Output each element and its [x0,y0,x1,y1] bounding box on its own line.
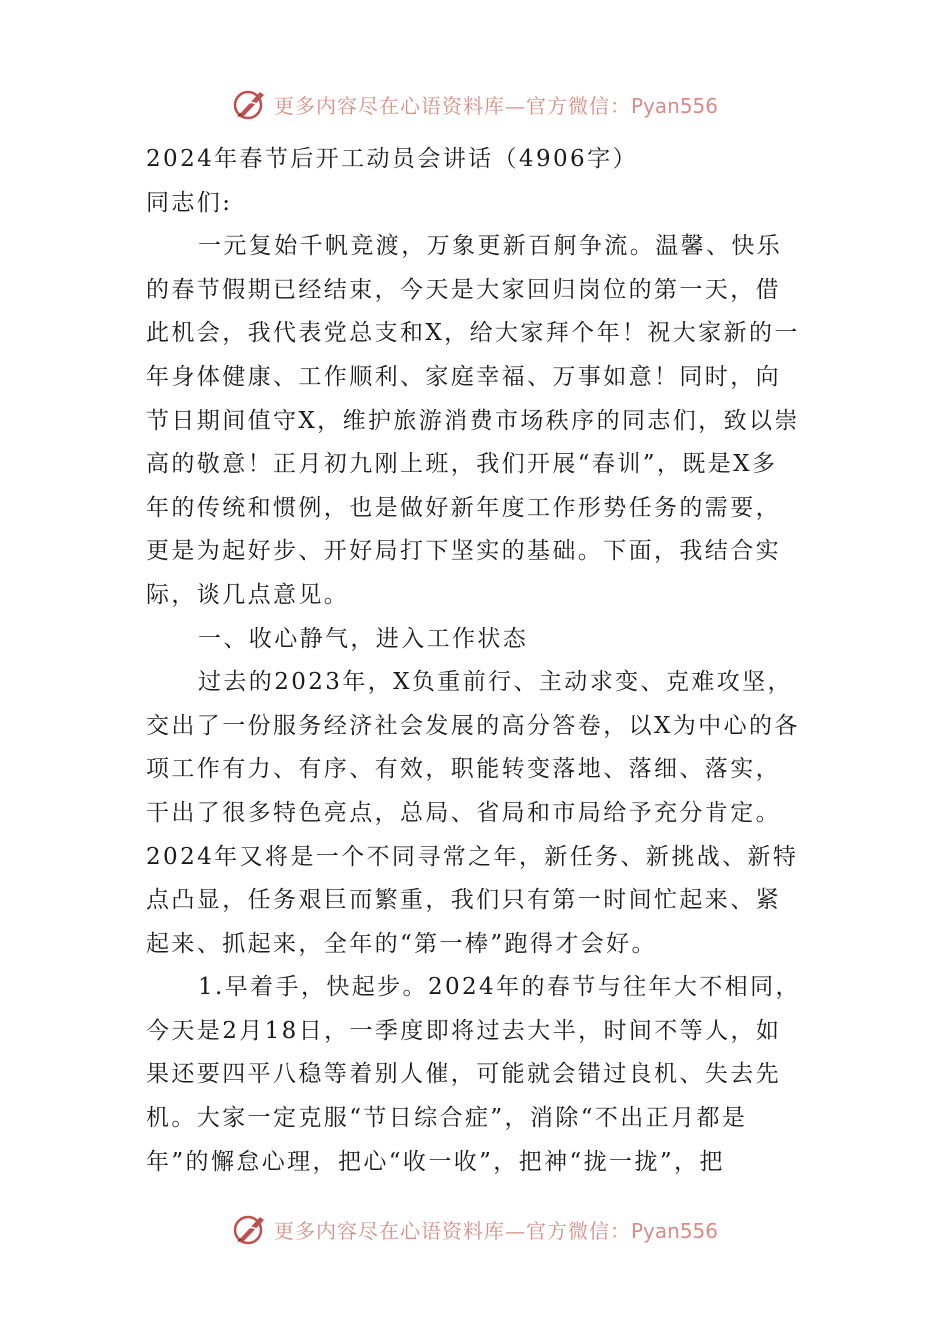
section-heading: 一、收心静气，进入工作状态 [198,625,529,652]
text-line: 节日期间值守X，维护旅游消费市场秩序的同志们，致以崇 [146,407,800,434]
text-line: 更是为起好步、开好局打下坚实的基础。下面，我结合实 [146,538,781,565]
wechat-id: Pyan556 [630,93,718,118]
pen-circle-logo-icon [232,1211,268,1247]
text-line: 今天是2月18日，一季度即将过去大半，时间不等人，如 [146,1017,782,1044]
text-line: 起来、抓起来，全年的“第一棒”跑得才会好。 [146,930,657,957]
text-line: 的春节假期已经结束，今天是大家回归岗位的第一天，借 [146,276,781,303]
text-line: 交出了一份服务经济社会发展的高分答卷，以X为中心的各 [146,712,800,739]
document-body [146,138,810,1184]
text-line: 年”的懈怠心理，把心“收一收”，把神“拢一拢”，把 [146,1148,725,1175]
text-line: 项工作有力、有序、有效，职能转变落地、落细、落实， [146,756,781,783]
text-line: 过去的2023年，X负重前行、主动求变、克难攻坚， [198,669,793,696]
header-banner [0,84,950,124]
text-line: 此机会，我代表党总支和X，给大家拜个年！祝大家新的一 [146,320,800,347]
text-line: 一元复始千帆竞渡，万象更新百舸争流。温馨、快乐 [198,233,783,260]
text-line: 年身体健康、工作顺利、家庭幸福、万事如意！同时，向 [146,363,781,390]
footer-banner [0,1209,950,1249]
text-line: 高的敬意！正月初九刚上班，我们开展“春训”，既是X多 [146,451,778,478]
document-title: 2024年春节后开工动员会讲话（4906字） [146,146,638,172]
pen-circle-logo-icon [232,86,268,122]
text-line: 干出了很多特色亮点，总局、省局和市局给予充分肯定。 [146,799,781,826]
banner-text: 更多内容尽在心语资料库—官方微信：Pyan556 [273,93,718,118]
text-line: 际，谈几点意见。 [146,581,350,608]
text-line: 年的传统和惯例，也是做好新年度工作形势任务的需要， [146,494,781,521]
wechat-id: Pyan556 [630,1218,718,1243]
banner-text: 更多内容尽在心语资料库—官方微信：Pyan556 [273,1218,718,1243]
salutation: 同志们: [146,189,233,216]
text-line: 1.早着手，快起步。2024年的春节与往年大不相同， [198,974,801,1001]
text-line: 2024年又将是一个不同寻常之年，新任务、新挑战、新特 [146,843,799,870]
text-line: 点凸显，任务艰巨而繁重，我们只有第一时间忙起来、紧 [146,887,781,914]
text-line: 机。大家一定克服“节日综合症”，消除“不出正月都是 [146,1105,748,1132]
text-line: 果还要四平八稳等着别人催，可能就会错过良机、失去先 [146,1061,781,1088]
